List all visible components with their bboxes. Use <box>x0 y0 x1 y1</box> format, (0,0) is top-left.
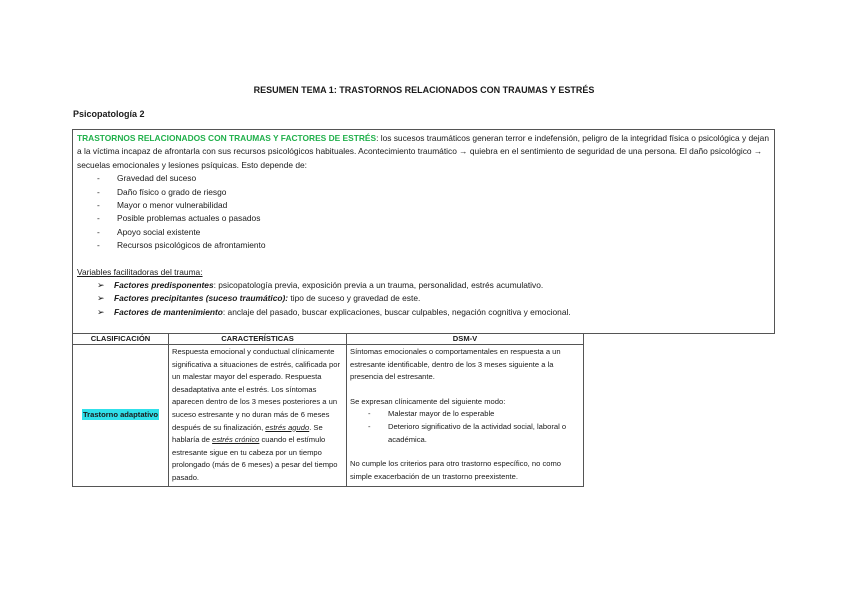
dash-marker: - <box>97 173 100 184</box>
list-item <box>97 199 770 212</box>
characteristics-cell <box>169 345 347 487</box>
list-item-text: Malestar mayor de lo esperable <box>388 409 495 419</box>
intro-text: : los sucesos traumáticos generan terror e indefensión, peligro de la integridad física o psicológica y dejan a la víctima incapaz de afrontarla con sus recursos psicológicos habituales. Acontecimiento traumático → quiebra en el sentimiento de seguridad de una persona. El daño psicológico → secuelas emocionales y lesiones psíquicas. Esto depende de: <box>77 133 769 170</box>
dash-marker: - <box>368 409 371 419</box>
intro-box <box>72 129 775 334</box>
list-item-text: Apoyo social existente <box>117 226 201 237</box>
dash-marker: - <box>97 240 100 251</box>
document-title: RESUMEN TEMA 1: TRASTORNOS RELACIONADOS CON TRAUMAS Y ESTRÉS <box>253 85 595 95</box>
variables-list <box>77 279 770 319</box>
acute-stress-term: estrés agudo <box>265 422 310 432</box>
char-text: . Se hablaría de <box>172 422 323 445</box>
list-item-text: Deterioro significativo de la actividad social, laboral o académica. <box>388 421 567 444</box>
table-header-row <box>73 334 584 345</box>
dsm-paragraph: Síntomas emocionales o comportamentales en respuesta a un estresante identificable, dentro de los 3 meses siguiente a la presencia del estresante. <box>350 347 561 382</box>
header-classification: CLASIFICACIÓN <box>73 334 169 345</box>
intro-heading: TRASTORNOS RELACIONADOS CON TRAUMAS Y FACTORES DE ESTRÉS <box>77 133 377 143</box>
variable-text: anclaje del pasado, buscar explicaciones, buscar culpables, negación cognitiva y emocional. <box>225 306 571 317</box>
classification-cell <box>73 345 169 487</box>
variables-heading: Variables facilitadoras del trauma: <box>77 266 203 277</box>
list-item <box>97 306 770 319</box>
chronic-stress-term: estrés crónico <box>212 435 260 445</box>
subject-heading: Psicopatología 2 <box>73 109 145 119</box>
list-item <box>97 212 770 225</box>
variable-sep: : <box>222 306 226 317</box>
list-item <box>97 292 770 305</box>
char-text: cuando el estímulo estresante sigue en tu cabeza por un tiempo prolongado (más de 6 meses) a pesar del tiempo pasado. <box>172 435 338 482</box>
dash-marker: - <box>97 200 100 211</box>
classification-label: Trastorno adaptativo <box>82 409 159 419</box>
variable-label: Factores de mantenimiento <box>114 306 223 317</box>
dsm-paragraph: Se expresan clínicamente del siguiente modo: <box>350 396 506 406</box>
list-item-text: Daño físico o grado de riesgo <box>117 186 227 197</box>
variable-text: tipo de suceso y gravedad de este. <box>288 293 421 304</box>
dash-marker: - <box>97 213 100 224</box>
list-item-text: Posible problemas actuales o pasados <box>117 213 261 224</box>
classification-table <box>72 333 584 487</box>
dash-marker: - <box>97 186 100 197</box>
variable-label: Factores predisponentes <box>114 280 214 291</box>
dsm-cell <box>347 345 584 487</box>
char-text: Respuesta emocional y conductual clínicamente significativa a situaciones de estrés, calificada por un malestar mayor del esperado. Respuesta desadaptativa ante el estrés. Los síntomas aparecen dentro de los 3 meses posteriores a un suceso estresante y no duran más de 6 meses después de su finalización, <box>172 347 340 432</box>
list-item <box>97 186 770 199</box>
factor-list <box>77 172 770 252</box>
list-item <box>97 239 770 252</box>
list-item-text: Mayor o menor vulnerabilidad <box>117 200 228 211</box>
variable-sep: : <box>213 280 216 291</box>
list-item <box>97 279 770 292</box>
list-item <box>97 226 770 239</box>
list-item <box>97 172 770 185</box>
dash-marker: - <box>368 421 371 431</box>
variable-text: psicopatología previa, exposición previa a un trauma, personalidad, estrés acumulativo. <box>215 280 544 291</box>
list-item-text: Recursos psicológicos de afrontamiento <box>117 240 266 251</box>
arrow-bullet-icon: ➢ <box>97 280 105 291</box>
header-dsm: DSM-V <box>347 334 584 345</box>
arrow-bullet-icon: ➢ <box>97 293 105 304</box>
list-item-text: Gravedad del suceso <box>117 173 197 184</box>
header-characteristics: CARACTERÍSTICAS <box>169 334 347 345</box>
arrow-bullet-icon: ➢ <box>97 306 105 317</box>
intro-paragraph <box>77 132 770 172</box>
dsm-paragraph: No cumple los criterios para otro trastorno específico, no como simple exacerbación de un trastorno preexistente. <box>350 459 562 481</box>
table-row <box>73 345 584 487</box>
dsm-list <box>350 408 580 446</box>
list-item <box>368 421 580 446</box>
dash-marker: - <box>97 226 100 237</box>
list-item <box>368 408 580 421</box>
variable-label: Factores precipitantes (suceso traumático): <box>114 293 289 304</box>
